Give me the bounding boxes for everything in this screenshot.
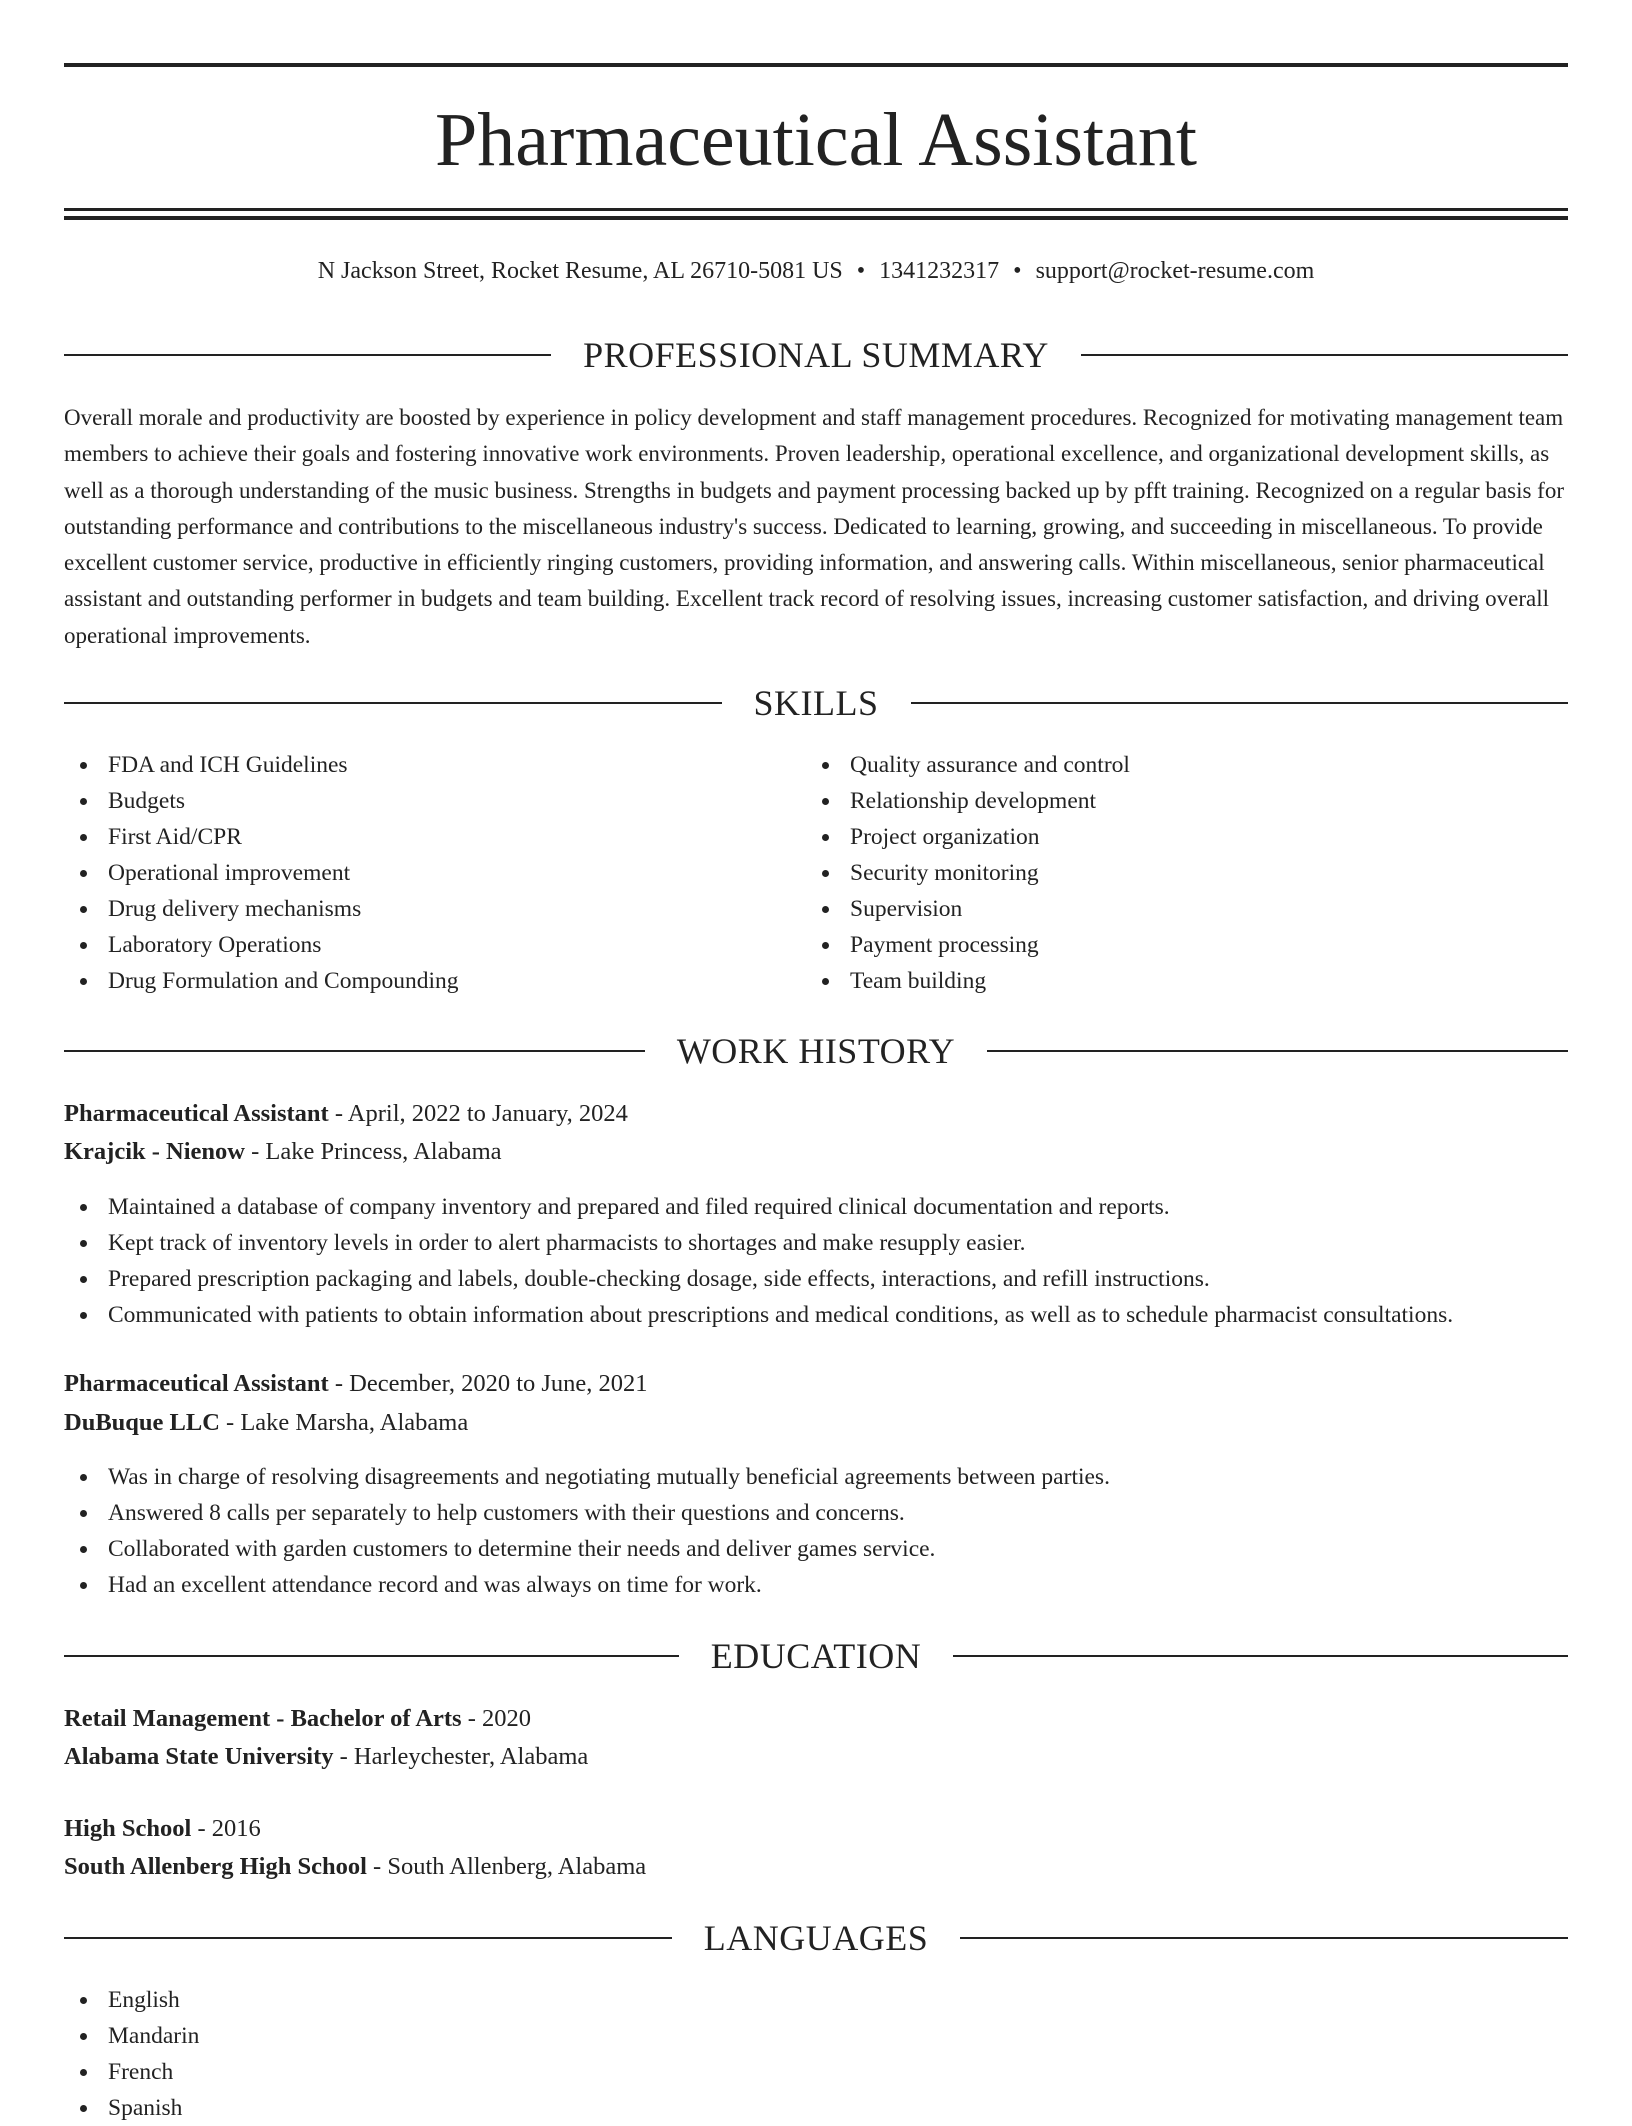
language-item: Spanish bbox=[64, 2090, 199, 2126]
skill-item: FDA and ICH Guidelines bbox=[64, 747, 459, 783]
language-item: English bbox=[64, 1982, 199, 2018]
dash: - bbox=[366, 1853, 388, 1880]
skill-item: First Aid/CPR bbox=[64, 819, 459, 855]
job-bullet: Kept track of inventory levels in order to alert pharmacists to shortages and make resupply easier. bbox=[64, 1225, 1453, 1261]
heading-rule-left bbox=[64, 1937, 672, 1939]
summary-text: Overall morale and productivity are boosted by experience in policy development and staff management procedures. Recognized for motivating management team members to achieve their goals and fostering innovative work environments. Proven leadership, operational excellence, and organizational development skills, as well as a thorough understanding of the music business. Strengths in budgets and payment processing backed up by pfft training. Recognized on a regular basis for outstanding performance and contributions to the miscellaneous industry's success. Dedicated to learning, growing, and succeeding in miscellaneous. To provide excellent customer service, productive in efficiently ringing customers, providing information, and answering calls. Within miscellaneous, senior pharmaceutical assistant and outstanding performer in budgets and team building. Excellent track record of resolving issues, increasing customer satisfaction, and driving overall operational improvements. bbox=[64, 405, 1564, 648]
dash: - bbox=[333, 1743, 354, 1770]
contact-line bbox=[64, 254, 1568, 288]
education-degree-line bbox=[64, 1811, 1568, 1847]
job-bullets bbox=[64, 1459, 1110, 1603]
education-section-heading bbox=[64, 1633, 1568, 1679]
contact-separator: • bbox=[856, 258, 866, 284]
dash: - bbox=[245, 1138, 266, 1165]
contact-address: N Jackson Street, Rocket Resume, AL 26710-5081 US bbox=[317, 258, 843, 284]
skill-item: Supervision bbox=[806, 891, 1130, 927]
job-bullets bbox=[64, 1189, 1453, 1333]
contact-email: support@rocket-resume.com bbox=[1035, 258, 1315, 284]
job-company-line bbox=[64, 1134, 1568, 1170]
heading-rule-right bbox=[987, 1050, 1568, 1052]
heading-rule-right bbox=[953, 1655, 1568, 1657]
skills-list-right bbox=[806, 747, 1130, 999]
heading-rule-left bbox=[64, 1050, 645, 1052]
skills-list-left bbox=[64, 747, 459, 999]
dash: - bbox=[191, 1815, 212, 1842]
skill-item: Team building bbox=[806, 963, 1130, 999]
job-company: Krajcik - Nienow bbox=[64, 1138, 245, 1165]
skill-item: Quality assurance and control bbox=[806, 747, 1130, 783]
heading-rule-right bbox=[960, 1937, 1568, 1939]
job-bullet: Maintained a database of company inventory and prepared and filed required clinical documentation and reports. bbox=[64, 1189, 1453, 1225]
skill-item: Security monitoring bbox=[806, 855, 1130, 891]
heading-rule-left bbox=[64, 354, 551, 356]
job-title-line bbox=[64, 1366, 1568, 1402]
education-location: South Allenberg, Alabama bbox=[387, 1853, 647, 1880]
education-year: 2020 bbox=[482, 1705, 532, 1732]
education-school-line bbox=[64, 1739, 1568, 1775]
skill-item: Payment processing bbox=[806, 927, 1130, 963]
skills-section-heading bbox=[64, 680, 1568, 726]
contact-separator: • bbox=[1013, 258, 1022, 284]
header-bottom-rule-second bbox=[64, 216, 1568, 220]
education-school: Alabama State University bbox=[64, 1743, 334, 1770]
job-title: Pharmaceutical Assistant bbox=[64, 1100, 329, 1127]
job-title-line bbox=[64, 1096, 1568, 1132]
job-location: Lake Princess, Alabama bbox=[265, 1138, 502, 1165]
work-section-heading bbox=[64, 1028, 1568, 1074]
job-company: DuBuque LLC bbox=[64, 1409, 220, 1436]
work-heading: WORK HISTORY bbox=[676, 1031, 956, 1071]
skill-item: Laboratory Operations bbox=[64, 927, 459, 963]
job-location: Lake Marsha, Alabama bbox=[240, 1409, 469, 1436]
summary-section-heading bbox=[64, 332, 1568, 378]
education-year: 2016 bbox=[211, 1815, 261, 1842]
dash: - bbox=[461, 1705, 483, 1732]
skill-item: Budgets bbox=[64, 783, 459, 819]
header-bottom-rule bbox=[64, 208, 1568, 211]
languages-heading: LANGUAGES bbox=[703, 1918, 929, 1958]
skills-heading: SKILLS bbox=[753, 683, 879, 723]
skill-item: Relationship development bbox=[806, 783, 1130, 819]
dash: - bbox=[219, 1409, 241, 1436]
languages-list bbox=[64, 1982, 199, 2126]
heading-rule-right bbox=[1081, 354, 1568, 356]
job-company-line bbox=[64, 1405, 1568, 1441]
heading-rule-right bbox=[911, 702, 1569, 704]
job-bullet: Prepared prescription packaging and labels, double-checking dosage, side effects, interactions, and refill instructions. bbox=[64, 1261, 1453, 1297]
job-bullet: Had an excellent attendance record and was always on time for work. bbox=[64, 1567, 1110, 1603]
dash: - bbox=[328, 1100, 348, 1127]
heading-rule-left bbox=[64, 702, 722, 704]
job-bullet: Collaborated with garden customers to determine their needs and deliver games service. bbox=[64, 1531, 1110, 1567]
education-heading: EDUCATION bbox=[710, 1636, 922, 1676]
education-location: Harleychester, Alabama bbox=[353, 1743, 589, 1770]
languages-section-heading bbox=[64, 1915, 1568, 1961]
job-dates: April, 2022 to January, 2024 bbox=[347, 1100, 628, 1127]
job-bullet: Answered 8 calls per separately to help customers with their questions and concerns. bbox=[64, 1495, 1110, 1531]
skill-item: Drug delivery mechanisms bbox=[64, 891, 459, 927]
education-degree: High School bbox=[64, 1815, 192, 1842]
header-top-rule bbox=[64, 63, 1568, 67]
job-bullet: Communicated with patients to obtain information about prescriptions and medical conditions, as well as to schedule pharmacist consultations. bbox=[64, 1297, 1453, 1333]
skill-item: Operational improvement bbox=[64, 855, 459, 891]
education-school-line bbox=[64, 1849, 1568, 1885]
heading-rule-left bbox=[64, 1655, 679, 1657]
language-item: French bbox=[64, 2054, 199, 2090]
education-degree-line bbox=[64, 1701, 1568, 1737]
skill-item: Project organization bbox=[806, 819, 1130, 855]
language-item: Mandarin bbox=[64, 2018, 199, 2054]
job-bullet: Was in charge of resolving disagreements and negotiating mutually beneficial agreements between parties. bbox=[64, 1459, 1110, 1495]
job-dates: December, 2020 to June, 2021 bbox=[349, 1370, 648, 1397]
skill-item: Drug Formulation and Compounding bbox=[64, 963, 459, 999]
education-degree: Retail Management - Bachelor of Arts bbox=[64, 1705, 462, 1732]
resume-title: Pharmaceutical Assistant bbox=[435, 98, 1197, 182]
education-school: South Allenberg High School bbox=[64, 1853, 367, 1880]
job-title: Pharmaceutical Assistant bbox=[64, 1370, 329, 1397]
contact-phone: 1341232317 bbox=[879, 258, 1000, 284]
summary-heading: PROFESSIONAL SUMMARY bbox=[583, 335, 1049, 375]
dash: - bbox=[328, 1370, 350, 1397]
